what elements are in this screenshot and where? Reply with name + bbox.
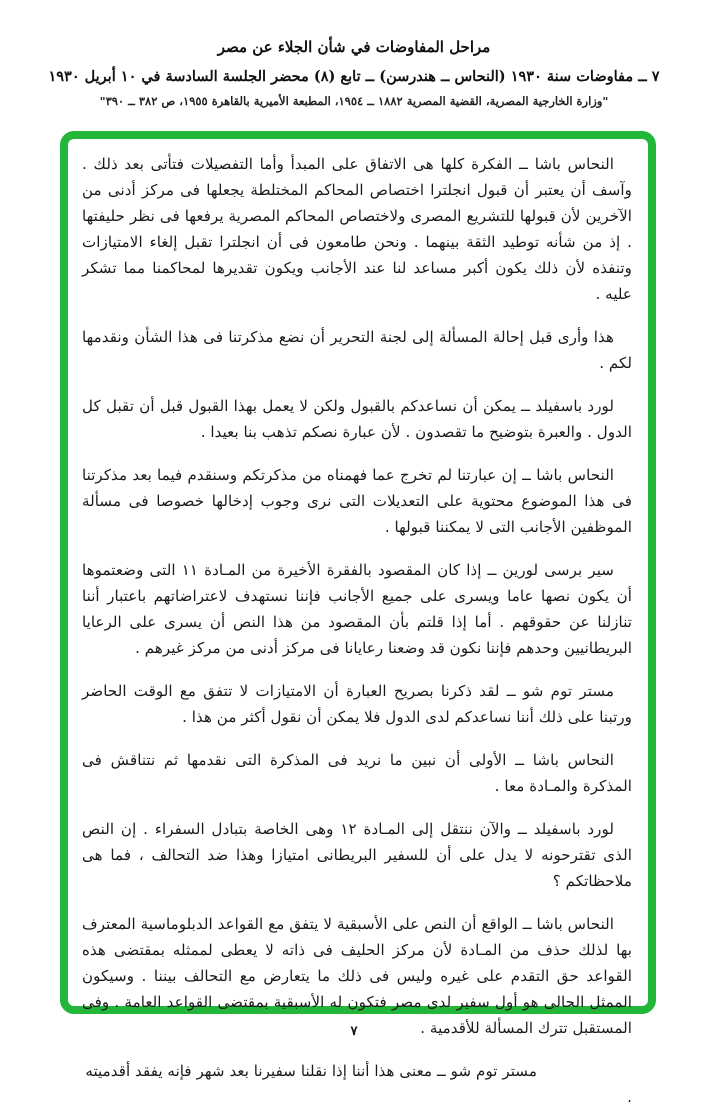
paragraph-text: ــ الفكرة كلها هى الاتفاق على المبدأ وأما التفصيلات فتأتى بعد ذلك . وآسف أن يعتبر أن قبول انجلترا اختصاص المحاكم المختلطة يجعلها فى مركز أدنى من الآخرين لأن قبولها للتشريع المصرى ولاختصاص المحاكم المصرية يرفعها فى نظر حليفتها . إذ من شأنه توطيد الثقة بينهما . ونحن طامعون فى أن انجلترا تقبل إلغاء الامتيازات وتنفذه لأن ذلك يكون أكبر مساعد لنا عند الأجانب ويكون تقديرها لمحاكمنا مما تشكر عليه . (82, 155, 632, 303)
source-citation: "وزارة الخارجية المصرية، القضية المصرية ١٨٨٢ ــ ١٩٥٤، المطبعة الأميرية بالقاهرة ١٩٥٥، ص ٣٨٢ ــ ٣٩٠" (99, 94, 609, 108)
document-header (0, 38, 708, 108)
paragraph-text: ــ الأولى أن نبين ما نريد فى المذكرة التى نقدمها ثم نتناقش فى المذكرة والمـادة معا . (82, 751, 632, 795)
document-subtitle: ٧ ــ مفاوضات سنة ١٩٣٠ (النحاس ــ هندرسن) ــ تابع (٨) محضر الجلسة السادسة في ١٠ أبريل ١٩٣٠ (48, 68, 660, 85)
paragraph-text: ــ إذا كان المقصود بالفقرة الأخيرة من المـادة ١١ التى وضعتموها أن يكون نصها عاما ويسرى على جميع الأجانب فإننا نستهدف لاعتراضاتهم باعتبار أننا تنازلنا عن حقوقهم . أما إذا قلتم بأن المقصود من هذا النص أن يسرى على الرعايا البريطانيين وحدهم فإننا نكون قد وضعنا رعايانا فى مركز أدنى من مركز غيرهم . (82, 561, 632, 657)
document-frame (60, 131, 656, 1106)
dialogue-paragraph-10 (82, 1058, 632, 1110)
speaker-name: النحاس باشا (536, 466, 615, 484)
speaker-name: النحاس باشا (536, 915, 615, 933)
paragraph-text: ــ يمكن أن نساعدكم بالقبول ولكن لا يعمل بهذا القبول قبل أن تقبل كل الدول . والعبرة بتوضيح ما تقصدون . لأن عبارة نصكم تذهب بنا بعيدا . (82, 397, 632, 441)
paragraph-text: ــ معنى هذا أننا إذا نقلنا سفيرنا بعد شهر فإنه يفقد أقدميته . (85, 1062, 632, 1106)
speaker-name: مستر توم شو (450, 1062, 537, 1080)
dialogue-paragraph-8 (82, 816, 632, 894)
paragraph-text: هذا وأرى قبل إحالة المسألة إلى لجنة التحرير أن نضع مذكرتنا فى هذا الشأن ونقدمها لكم . (82, 328, 632, 372)
speaker-name: لورد باسفيلد (533, 820, 614, 838)
dialogue-paragraph-1 (82, 151, 632, 307)
paragraph-text: ــ إن عبارتنا لم تخرج عما فهمناه من مذكرتكم وسنقدم فيما بعد مذكرتنا فى هذا الموضوع محتوية على التعديلات التى نرى وجوب إدخالها خصوصا فى مسألة الموظفين الأجانب التى لا يمكننا قبولها . (82, 466, 632, 536)
paragraph-text: ــ لقد ذكرنا بصريح العبارة أن الامتيازات لا تتفق مع الوقت الحاضر ورتبنا على ذلك أننا نساعدكم لدى الدول فلا يمكن أن نقول أكثر من هذا . (82, 682, 632, 726)
paragraph-text: ــ الواقع أن النص على الأسبقية لا يتفق مع القواعد الدبلوماسية المعترف بها لذلك حذف من المـادة لأن مركز الحليف فى ذاته لا يعطى لممثله بمقتضى هذه القواعد حق التقدم على غيره وليس فى ذلك ما يتعارض مع التحالف بيننا . وسيكون الممثل الحالى هو أول سفير لدى مصر فتكون له الأسبقية بمقتضى القواعد العامة . وفى المستقبل تترك المسألة للأقدمية . (82, 915, 632, 1037)
document-title: مراحل المفاوضات في شأن الجلاء عن مصر (217, 38, 491, 56)
dialogue-paragraph-7 (82, 747, 632, 799)
dialogue-paragraph-4 (82, 462, 632, 540)
dialogue-paragraph-6 (82, 678, 632, 730)
speaker-name: مستر توم شو (522, 682, 614, 700)
paragraph-text: ــ والآن ننتقل إلى المـادة ١٢ وهى الخاصة بتبادل السفراء . إن النص الذى تقترحونه لا يدل على أن للسفير البريطانى امتيازا وهذا ضد التحالف ، فما هى ملاحظاتكم ؟ (82, 820, 632, 890)
dialogue-paragraph-3 (82, 393, 632, 445)
dialogue-paragraph-5 (82, 557, 632, 661)
speaker-name: لورد باسفيلد (535, 397, 615, 415)
speaker-name: النحاس باشا (534, 155, 615, 173)
speaker-name: سير برسى لورين (502, 561, 615, 579)
dialogue-paragraph-9 (82, 911, 632, 1041)
speaker-name: النحاس باشا (532, 751, 614, 769)
page-number: ٧ (350, 1024, 358, 1039)
dialogue-paragraph-2 (82, 324, 632, 376)
